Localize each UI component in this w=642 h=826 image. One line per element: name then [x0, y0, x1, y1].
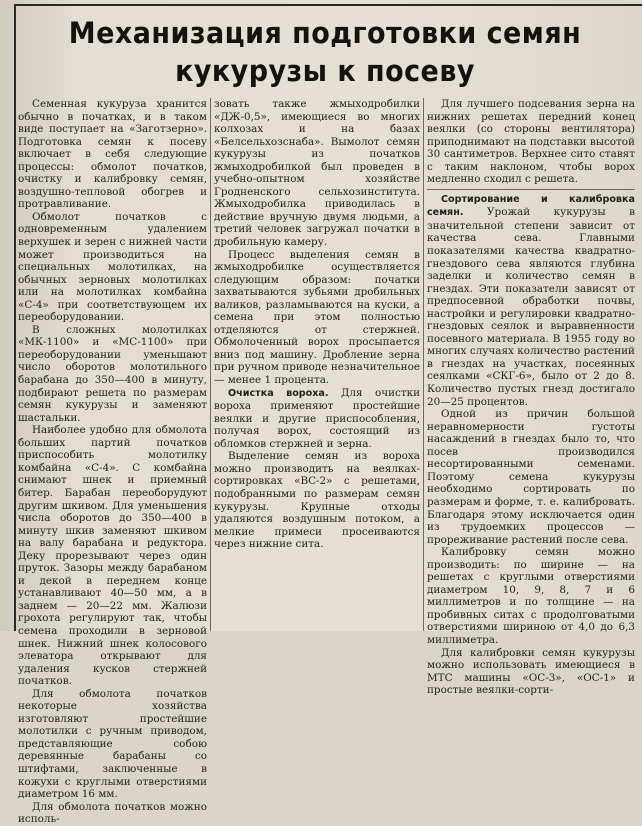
paragraph [427, 193, 635, 408]
paragraph: Наиболее удобно для обмолота больших партий початков приспособить молотилку комбайна «С-4». С комбайна снимают шнек и приемный битер. Барабан переоборудуют другим шкивом. Для уменьшения числа оборотов до 350—400 в минуту шкив заменяют шкивом на валу барабана и редуктора. Деку прорезывают через один пруток. Зазоры между барабаном и декой в переднем конце устанавливают 40—50 мм, а в заднем — 20—22 мм. Жалюзи грохота регулируют так, чтобы семена проходили в зерновой шнек. Нижний шнек колосового элеватора открывают для удаления кусков стержней початков. [18, 424, 207, 688]
paragraph-text: Урожай кукурузы в значительной степени зависит от качества сева. Главными показателями качества квадратно-гнездового сева являются глубина заделки и количество семян в гнездах. Эти показатели зависят от предпосевной обработки почвы, настройки и регулировки квадратно-гнездовых сеялок и выравненности посевного материала. В 1955 году во многих случаях количество растений в гнездах на участках, посеянных сеялками «СКГ-6», было от 2 до 8. Количество пустых гнезд достигало 20—25 процентов. [427, 206, 635, 408]
paragraph: Для калибровки семян кукурузы можно использовать имеющиеся в МТС машины «ОС-3», «ОС-1» и простые веялки-сорти- [427, 646, 635, 697]
paragraph: Калибровку семян можно производить: по ширине — на решетах с круглыми отверстиями диаметром 10, 9, 8, 7 и 6 миллиметров и по толщине — на пробивных ситах с продолговатыми отверстиями шириною от 4,0 до 6,3 миллиметра. [427, 546, 635, 646]
article-title: Механизация подготовки семян кукурузы к посеву [68, 16, 582, 88]
article-column-3 [427, 98, 635, 697]
subheading-cleaning: Очистка вороха. [228, 387, 329, 399]
paragraph: зовать также жмыходробилки «ДЖ-0,5», имеющиеся во многих колхозах и на базах «Белсельхозснаба». Вымолот семян кукурузы из початков жмыходробилкой был проведен в учебно-опытном хозяйстве Гродненского сельхозинститута. Жмыходробилка приводилась в действие вручную двумя людьми, а третий человек загружал початки в дробильную камеру. [214, 98, 420, 249]
paragraph: Обмолот початков с одновременным удалением верхушек и зерен с нижней части может производиться на специальных молотилках, на обычных зерновых молотилках или на молотилках комбайна «С-4» при соответствующем их переоборудовании. [18, 210, 207, 324]
article-column-2 [214, 98, 420, 629]
paragraph: Для обмолота початков можно исполь- [18, 800, 207, 826]
paragraph: Процесс выделения семян в жмыходробилке осуществляется следующим образом: початки захватываются зубьями дробильных валиков, разламываются на куски, а семена при этом полностью отделяются от стержней. Обмолоченный ворох просыпается вниз под машину. Дробление зерна при ручном приводе незначительное — менее 1 процента. [214, 248, 420, 387]
paragraph: Для лучшего подсевания зерна на нижних решетах передний конец веялки (со стороны вентилятора) приподнимают на подставки высотой 30 сантиметров. Верхнее сито ставят с таким наклоном, чтобы ворох медленно сходил с решета. [427, 98, 635, 186]
paragraph: Для обмолота початков некоторые хозяйства изготовляют простейшие молотилки с ручным приводом, представляющие собою деревянные барабаны со штифтами, заключенные в кожухи с круглыми отверстиями диаметром 16 мм. [18, 687, 207, 801]
paragraph [214, 387, 420, 451]
column-separator [210, 98, 211, 631]
paragraph-text: Для очистки вороха применяют простейшие веялки и другие приспособления, получая ворох, состоящий из обломков стержней и зерна. [214, 386, 421, 450]
article-column-1 [18, 98, 207, 826]
subheading-calibration: Сортирование и калибровка семян. [427, 193, 635, 219]
paragraph: В сложных молотилках «МК-1100» и «МС-1100» при переоборудовании уменьшают число оборотов молотильного барабана до 350—400 в минуту, подбирают решета по размерам семян кукурузы и заменяют шастальки. [18, 323, 207, 424]
paragraph: Семенная кукуруза хранится обычно в початках, и в таком виде поступает на «Заготзерно». Подготовка семян к посеву включает в себя следующие процессы: обмолот початков, очистку и калибровку семян, воздушно-тепловой обогрев и протравливание. [18, 98, 207, 211]
section-divider [427, 189, 635, 190]
left-border-rule [14, 4, 16, 631]
paragraph: Одной из причин большой неравномерности густоты насаждений в гнездах было то, что посев производился несортированными семенами. Поэтому семена кукурузы необходимо сортировать по размерам и форме, т. е. калибровать. Благодаря этому исключается один из трудоемких процессов — прореживание растений после сева. [427, 408, 635, 546]
paragraph: Выделение семян из вороха можно производить на веялках-сортировках «ВС-2» с решетами, подобранными по размерам семян кукурузы. Крупные отходы удаляются воздушным потоком, а мелкие примеси просеиваются через нижние сита. [214, 450, 420, 551]
top-border-rule [14, 4, 642, 6]
column-separator [423, 98, 424, 631]
